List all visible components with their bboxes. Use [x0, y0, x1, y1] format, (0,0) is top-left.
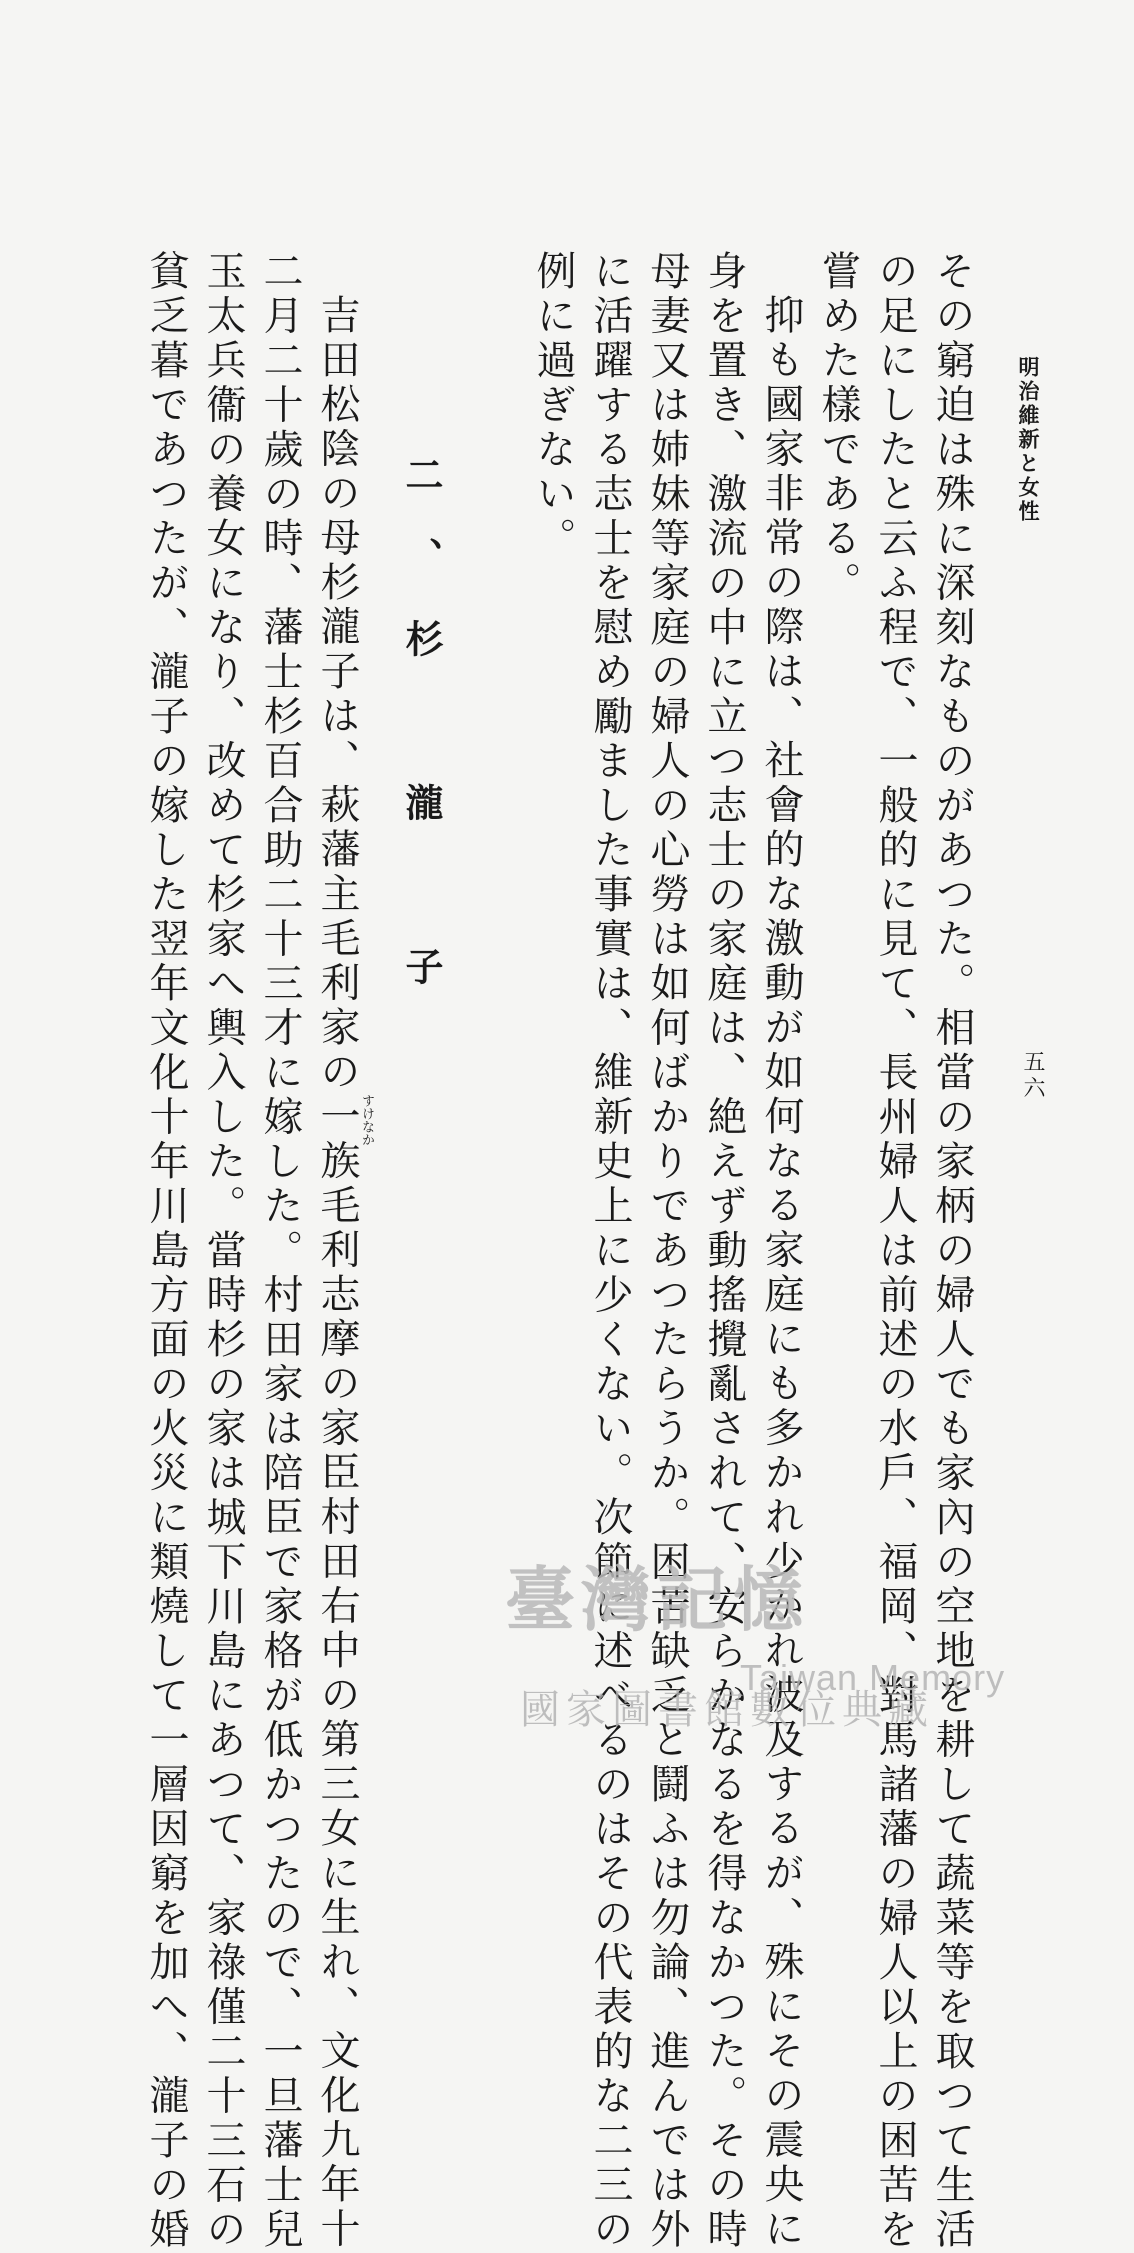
text-column: 例に過ぎない。 — [530, 250, 576, 562]
text-column: に活躍する志士を慰め勵ました事實は、維新史上に少くない。次節に述べるのはその代表的な二三の — [587, 250, 633, 2253]
page-number: 五六 — [1020, 1050, 1045, 1102]
text-column: 身を置き、激流の中に立つ志士の家庭は、絶えず動搖攪亂されて、安らかなるを得なかつた。その時 — [701, 250, 747, 2253]
watermark-logo: 臺灣記憶 — [505, 1558, 809, 1641]
text-column: の足にしたと云ふ程で、一般的に見て、長州婦人は前述の水戶、福岡、對馬諸藩の婦人以上の困苦を — [872, 250, 918, 2253]
text-column: 玉太兵衞の養女になり、改めて杉家へ輿入した。當時杉の家は城下川島にあつて、家祿僅二十三石の — [200, 250, 246, 2253]
running-title: 明治維新と女性 — [1016, 356, 1041, 524]
ruby-annotation: すけなか — [359, 1094, 374, 1146]
text-column: 貧乏暮であつたが、瀧子の嫁した翌年文化十年川島方面の火災に類燒して一層因窮を加へ、瀧子の婚 — [143, 250, 189, 2253]
section-heading: 二、杉 瀧 子 — [399, 455, 444, 1029]
text-column: 二月二十歲の時、藩士杉百合助二十三才に嫁した。村田家は陪臣で家格が低かつたので、一旦藩士兒 — [257, 250, 303, 2253]
watermark-organization: 國家圖書館數位典藏 — [520, 1687, 934, 1733]
text-column: 母妻又は姉妹等家庭の婦人の心勞は如何ばかりであつたらうか。困苦缺乏と鬪ふは勿論、進んでは外 — [644, 250, 690, 2253]
watermark-english: Taiwan Memory — [740, 1657, 1006, 1698]
text-column: 吉田松陰の母杉瀧子は、萩藩主毛利家の一族毛利志摩の家臣村田右中の第三女に生れ、文化九年十 — [314, 294, 360, 2252]
text-column: その窮迫は殊に深刻なものがあつた。相當の家柄の婦人でも家內の空地を耕して蔬菜等を取つて生活 — [929, 250, 975, 2253]
text-column: 嘗めた樣である。 — [815, 250, 861, 606]
text-column: 抑も國家非常の際は、社會的な激動が如何なる家庭にも多かれ少かれ波及するが、殊にその震央に — [758, 294, 804, 2252]
